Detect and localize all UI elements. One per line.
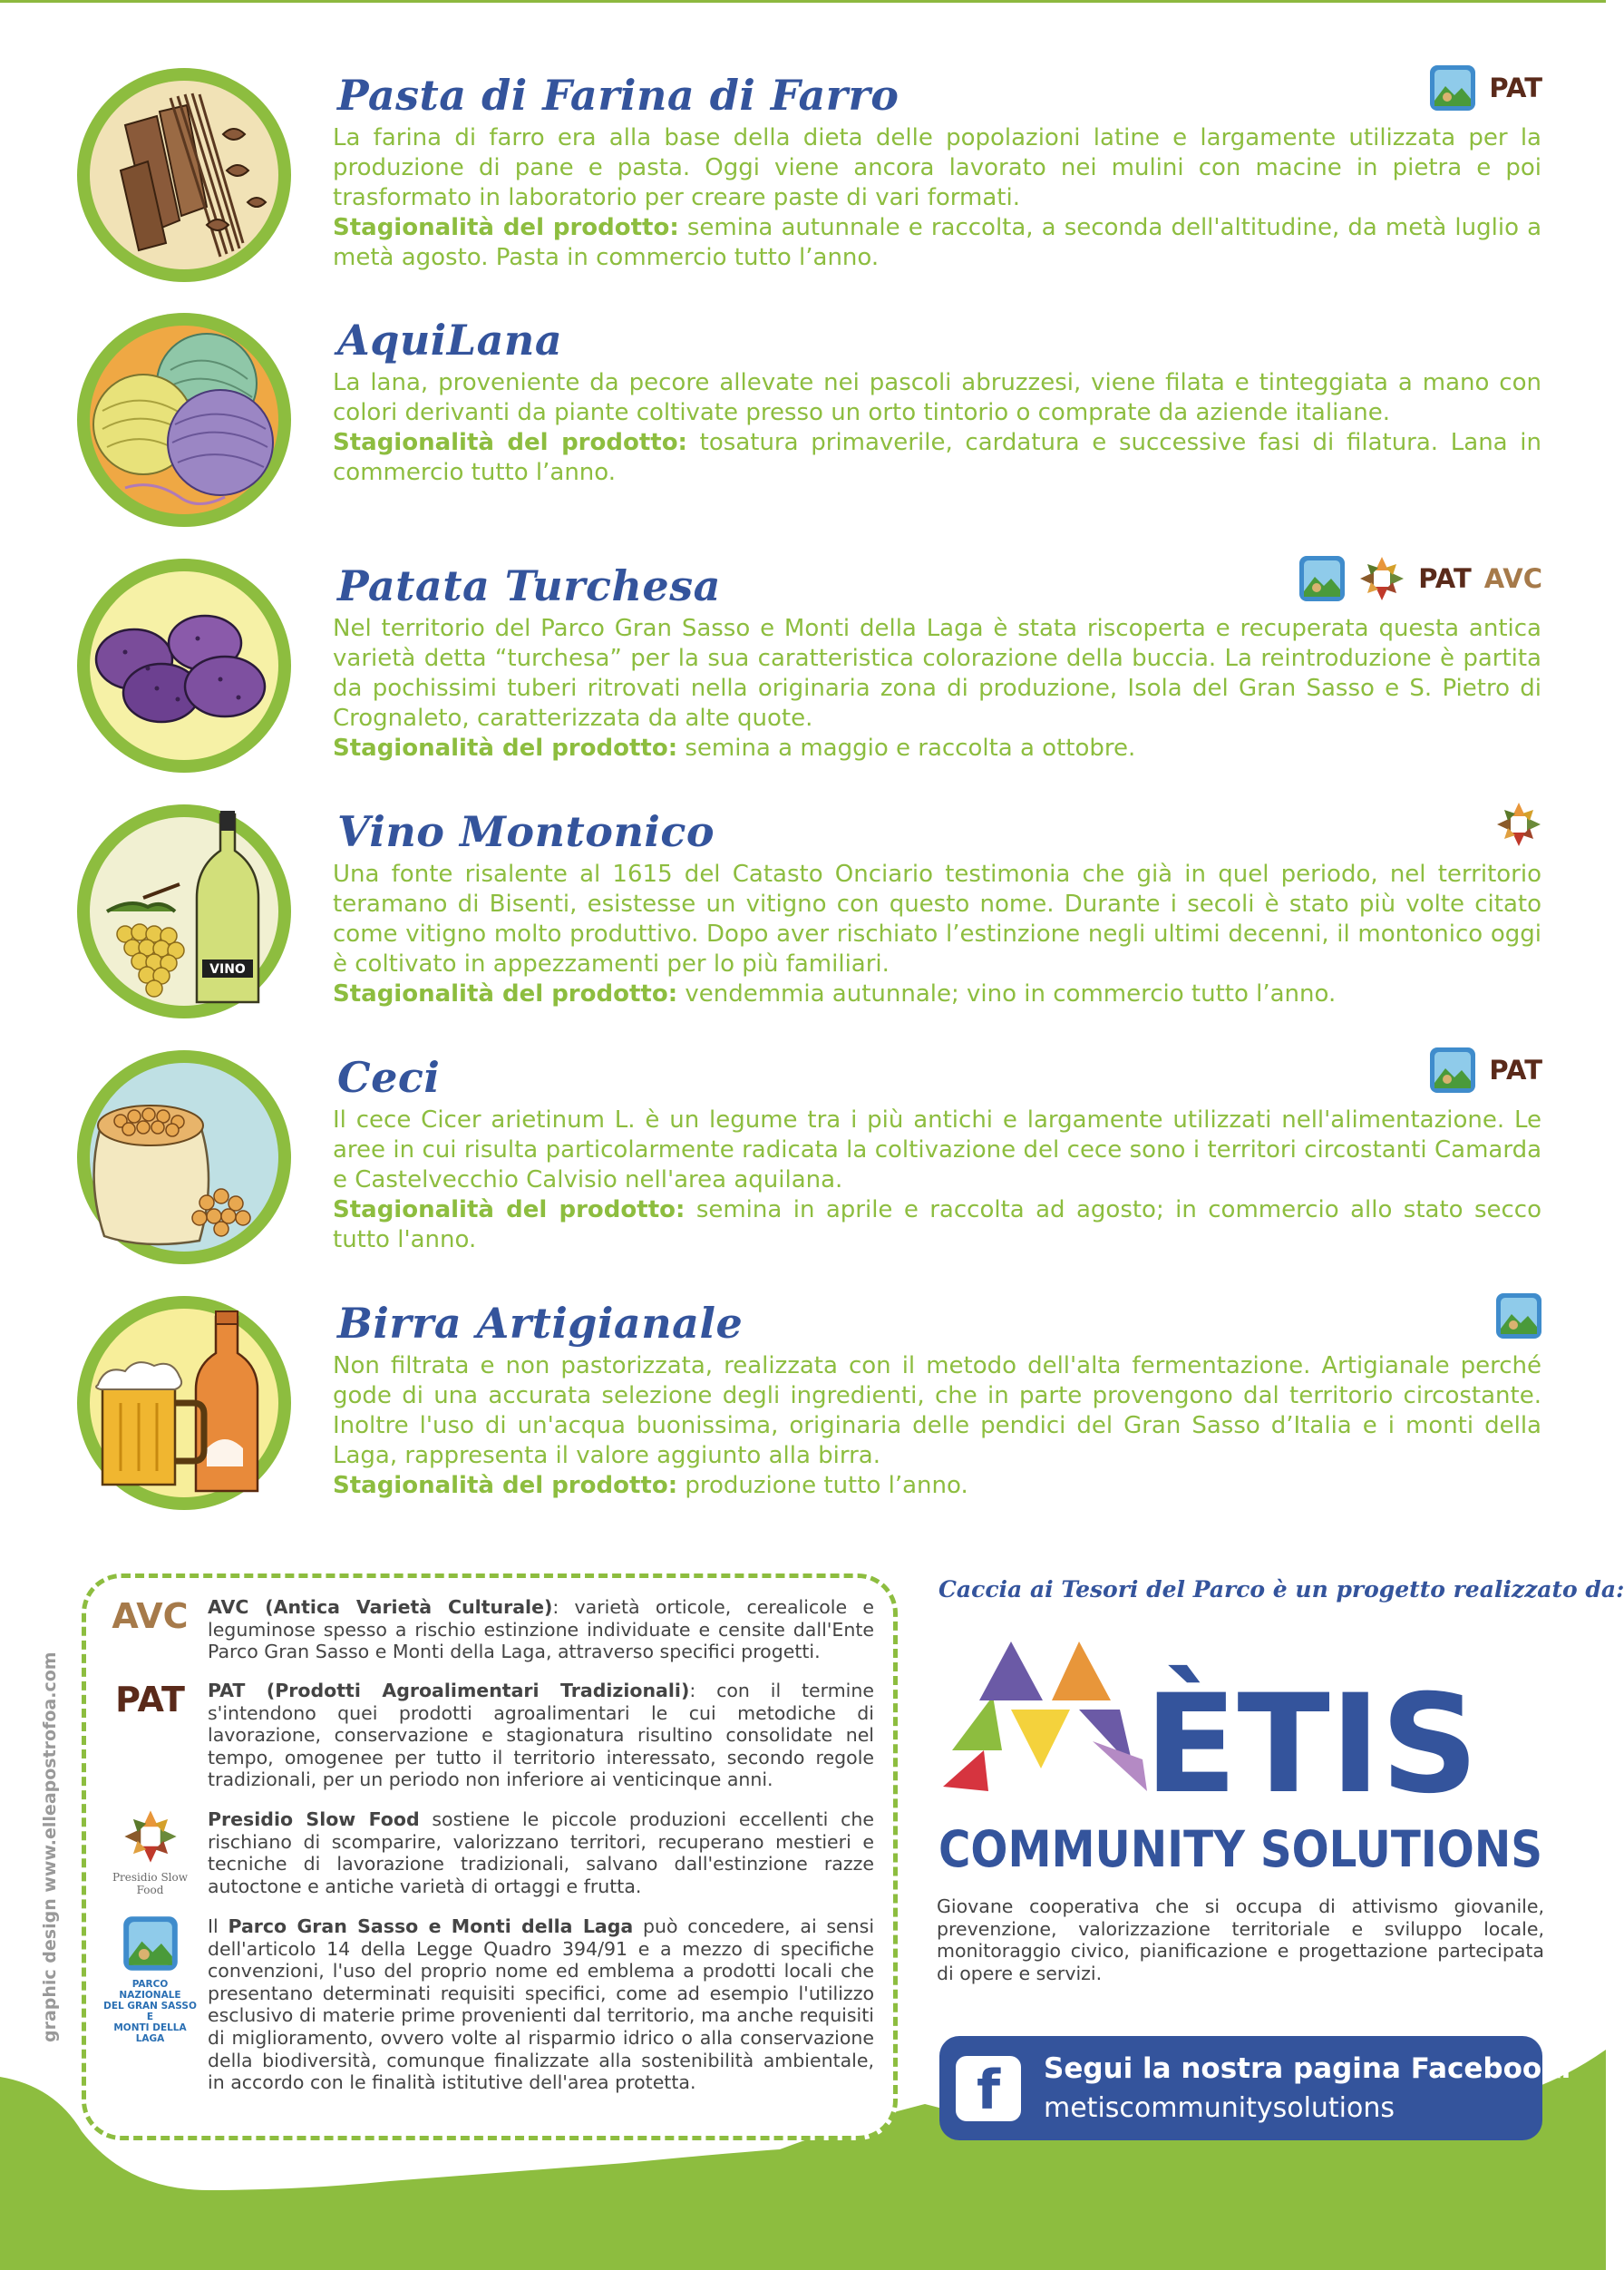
avc-definition bbox=[208, 1596, 874, 1663]
pat-text: : con il termine s'intendono quei prodotti agroalimentari le cui metodiche di lavorazione, conservazione e stagionatura risultino consolidate nel tempo, omogenee per tutto il territorio interessato, secondo regole tradizionali, per un periodo non inferiore ai venticinque anni. bbox=[208, 1680, 874, 1791]
slow-food-definition bbox=[208, 1808, 874, 1897]
product-text: La farina di farro era alla base della dieta delle popolazioni latine e largamente utilizzata per la produzione di pane e pasta. Oggi viene ancora lavorato nei mulini con macine in pietra e poi trasformato in laboratorio per creare paste di vari formati. bbox=[333, 124, 1541, 211]
product-description bbox=[333, 368, 1541, 488]
product-birra-artigianale bbox=[0, 1290, 1606, 1534]
facebook-banner[interactable] bbox=[939, 2036, 1572, 2140]
slow-food-icon bbox=[122, 1808, 179, 1865]
slow-food-text: sostiene le piccole produzioni eccellenti che rischiano di scomparire, valorizzano territori, recuperano mestieri e tecniche di lavorazione tradizionali, salvano dall'estinzione razze autoctone e antiche varietà di ortaggi e frutta. bbox=[208, 1808, 874, 1897]
product-text: Nel territorio del Parco Gran Sasso e Monti della Laga è stata riscoperta e recuperata questa antica varietà detta “turchesa” per la sua caratteristica colorazione della buccia. La reintroduzione è partita da pochissimi tuberi ritrovati nella originaria zona di produzione, Isola del Gran Sasso e S. Pietro di Crognaleto, caratterizzata da alte quote. bbox=[333, 615, 1541, 732]
park-caption-line: DEL GRAN SASSO E bbox=[103, 2001, 197, 2022]
season-text: vendemmia autunnale; vino in commercio tutto l’anno. bbox=[685, 980, 1337, 1008]
avc-badge: AVC bbox=[1483, 563, 1542, 594]
pat-badge: PAT bbox=[1489, 73, 1542, 103]
pat-badge: PAT bbox=[1418, 563, 1472, 594]
park-definition bbox=[208, 1915, 874, 2094]
avc-text: : varietà orticole, cerealicole e leguminose spesso a rischio estinzione individuate e censite dall'Ente Parco Gran Sasso e Monti della Laga, attraverso specifici progetti. bbox=[208, 1596, 874, 1663]
slow-food-icon bbox=[1358, 555, 1405, 602]
product-description bbox=[333, 860, 1541, 1009]
product-text: Una fonte risalente al 1615 del Catasto Onciario testimonia che già in quel periodo, nel territorio teramano di Bisenti, esistesse un vitigno con questo nome. Durante i secoli è stato più volte citato come vitigno molto produttivo. Dopo aver rischiato l’estinzione negli ultimi decenni, il montonico oggi è coltivato in appezzamenti per lo più familiari. bbox=[333, 861, 1541, 978]
pat-badge: PAT bbox=[1489, 1055, 1542, 1086]
facebook-icon: f bbox=[956, 2056, 1021, 2121]
product-badges bbox=[1429, 63, 1542, 112]
park-logo-icon bbox=[1429, 1047, 1476, 1094]
product-title: AquiLana bbox=[337, 316, 563, 365]
wool-illustration bbox=[71, 307, 297, 533]
park-caption-line: MONTI DELLA LAGA bbox=[113, 2022, 187, 2044]
product-aquilana bbox=[0, 307, 1606, 551]
slow-food-caption: Presidio Slow Food bbox=[112, 1871, 189, 1896]
pat-icon-wrap bbox=[102, 1680, 198, 1720]
product-title: Ceci bbox=[337, 1053, 441, 1102]
product-description bbox=[333, 614, 1541, 764]
product-title: Patata Turchesa bbox=[337, 561, 721, 610]
season-text: semina autunnale e raccolta, a seconda dell'altitudine, da metà luglio a metà agosto. Pasta in commercio tutto l’anno. bbox=[333, 214, 1542, 271]
park-logo-icon bbox=[1495, 1292, 1542, 1340]
chickpeas-illustration bbox=[71, 1044, 297, 1271]
season-text: produzione tutto l’anno. bbox=[685, 1472, 968, 1499]
season-text: tosatura primaverile, cardatura e successive fasi di filatura. Lana in commercio tutto l’anno. bbox=[333, 429, 1542, 486]
product-text: Il cece Cicer arietinum L. è un legume tra i più antichi e largamente utilizzati nell'alimentazione. Le aree in cui risulta particolarmente radicata la coltivazione del cece sono i territori circostanti Camarda e Castelvecchio Calvisio nell'area aquilana. bbox=[333, 1106, 1541, 1193]
product-description bbox=[333, 1106, 1541, 1255]
product-badges bbox=[1495, 800, 1542, 849]
park-logo-icon bbox=[1298, 555, 1346, 602]
product-description bbox=[333, 1351, 1541, 1501]
season-label: Stagionalità del prodotto: bbox=[333, 1472, 678, 1499]
legend-box bbox=[82, 1573, 898, 2140]
wine-label: VINO bbox=[209, 962, 246, 977]
season-text: semina a maggio e raccolta a ottobre. bbox=[685, 735, 1136, 762]
product-pasta bbox=[0, 62, 1606, 307]
avc-icon-wrap bbox=[102, 1596, 198, 1636]
product-vino-montonico bbox=[0, 798, 1606, 1043]
product-description bbox=[333, 123, 1541, 273]
top-rule bbox=[0, 0, 1606, 3]
park-text: può concedere, ai sensi dell'articolo 14 della Legge Quadro 394/91 e a mezzo di specifiche convenzioni, l'uso del proprio nome ed emblema a prodotti locali che presentano determinati requisiti specifici, come ad esempio l'utilizzo esclusivo di materie prime provenienti dal territorio, ma anche requisiti di miglioramento, ovvero volte al risparmio idrico o alla conservazione della biodiversità, comunque finalizzate alla sostenibilità ambientale, in accordo con le finalità istitutive dell'area protetta. bbox=[208, 1915, 875, 2094]
season-label: Stagionalità del prodotto: bbox=[333, 429, 687, 456]
park-icon-wrap bbox=[102, 1915, 198, 2044]
beer-illustration bbox=[71, 1290, 297, 1516]
potato-illustration bbox=[71, 552, 297, 779]
pat-definition bbox=[208, 1680, 874, 1791]
season-label: Stagionalità del prodotto: bbox=[333, 980, 678, 1008]
slow-food-icon-wrap bbox=[102, 1808, 198, 1896]
season-label: Stagionalità del prodotto: bbox=[333, 214, 679, 241]
park-logo-icon bbox=[122, 1915, 179, 1972]
season-text: semina in aprile e raccolta ad agosto; in commercio allo stato secco tutto l'anno. bbox=[333, 1196, 1541, 1253]
product-title: Birra Artigianale bbox=[337, 1299, 744, 1348]
product-title: Vino Montonico bbox=[337, 807, 715, 856]
project-line: Caccia ai Tesori del Parco è un progetto realizzato da: bbox=[938, 1576, 1624, 1603]
product-badges bbox=[1495, 1291, 1542, 1340]
park-logo-icon bbox=[1429, 64, 1476, 112]
metis-subtitle: COMMUNITY SOLUTIONS bbox=[938, 1820, 1542, 1878]
pasta-illustration bbox=[71, 62, 297, 288]
park-term: Parco Gran Sasso e Monti della Laga bbox=[228, 1915, 634, 1937]
product-badges bbox=[1429, 1046, 1542, 1095]
pat-term: PAT (Prodotti Agroalimentari Tradizionali) bbox=[208, 1680, 690, 1701]
park-prefix: Il bbox=[208, 1915, 229, 1937]
metis-logo bbox=[934, 1632, 1551, 1877]
season-label: Stagionalità del prodotto: bbox=[333, 1196, 686, 1223]
facebook-handle[interactable]: metiscommunitysolutions bbox=[1044, 2092, 1395, 2124]
park-caption bbox=[102, 1979, 198, 2044]
avc-abbr: AVC bbox=[112, 1596, 189, 1636]
product-badges bbox=[1298, 554, 1542, 603]
product-text: Non filtrata e non pastorizzata, realizzata con il metodo dell'alta fermentazione. Artigianale perché gode di una accurata selezione degli ingredienti, che in parte provengono dal territorio circostante. Inoltre l'uso di un'acqua buonissima, originaria delle pendici del Gran Sasso d’Italia e i monti della Laga, rappresenta il valore aggiunto alla birra. bbox=[333, 1352, 1541, 1469]
graphic-design-credit: graphic design www.elleapostrofoa.com bbox=[40, 1651, 60, 2042]
pat-abbr: PAT bbox=[115, 1680, 185, 1720]
facebook-title: Segui la nostra pagina Facebook: bbox=[1044, 2052, 1572, 2085]
park-caption-line: PARCO NAZIONALE bbox=[119, 1979, 181, 2001]
product-title: Pasta di Farina di Farro bbox=[337, 71, 900, 120]
season-label: Stagionalità del prodotto: bbox=[333, 735, 678, 762]
product-ceci bbox=[0, 1044, 1606, 1289]
slow-food-term: Presidio Slow Food bbox=[208, 1808, 420, 1830]
wine-illustration bbox=[71, 798, 297, 1025]
slow-food-icon bbox=[1495, 801, 1542, 848]
product-text: La lana, proveniente da pecore allevate nei pascoli abruzzesi, viene filata e tinteggiata a mano con colori derivanti da piante coltivate presso un orto tintorio o comprate da aziende italiane. bbox=[333, 369, 1541, 426]
metis-description: Giovane cooperativa che si occupa di attivismo giovanile, prevenzione, valorizzazione territoriale e sviluppo locale, monitoraggio civico, pianificazione e progettazione partecipata di opere e servizi. bbox=[937, 1895, 1544, 1984]
product-patata-turchesa bbox=[0, 552, 1606, 797]
metis-name: ÈTIS bbox=[1144, 1666, 1479, 1824]
avc-term: AVC (Antica Varietà Culturale) bbox=[208, 1596, 553, 1618]
